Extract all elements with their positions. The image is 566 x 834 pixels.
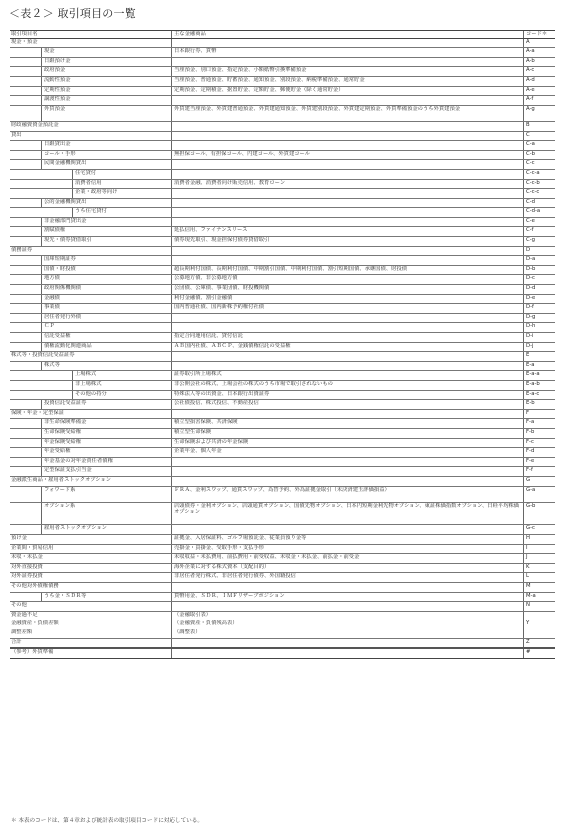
item-name: 国債・財投債 — [41, 266, 171, 275]
transaction-items-table — [10, 30, 555, 659]
table-row — [10, 86, 555, 96]
item-code: F-a — [523, 419, 555, 428]
item-code: E-a-c — [523, 391, 555, 400]
item-name: 企業間・貿易信用 — [11, 544, 54, 551]
product-list: 延払信用、ファイナンスリース — [171, 227, 523, 236]
item-code: A-f — [523, 96, 555, 105]
item-code: E — [523, 352, 555, 361]
table-row — [10, 217, 555, 227]
product-list: ＡＢ国内社債、ＡＢＣＰ、金銭債権信託の受益権 — [171, 343, 523, 352]
table-row — [10, 447, 555, 457]
item-name: 非上場株式 — [72, 381, 171, 390]
item-name: 資金過不足 — [11, 611, 38, 618]
product-list: 企業年金、個人年金 — [171, 448, 523, 457]
item-name: 金融資産・負債差額 — [11, 620, 59, 627]
item-name: 流動性預金 — [41, 77, 171, 86]
item-name: 保険・年金・定型保証 — [11, 409, 64, 416]
item-name: 住宅貸付 — [72, 170, 171, 179]
item-code: C-c — [523, 160, 555, 169]
product-list: 証拠金、入居保証料、ゴルフ場預託金、従業員預り金等 — [171, 535, 523, 544]
product-list — [171, 410, 523, 419]
item-code: E-a-b — [523, 381, 555, 390]
table-row — [10, 620, 555, 629]
product-list — [171, 583, 523, 592]
product-list: 非居住者発行株式、非居住者発行債券、外国籍投信 — [171, 573, 523, 582]
product-list — [171, 247, 523, 256]
item-name: 公的金融機関貸出 — [41, 199, 171, 208]
item-code: A-e — [523, 87, 555, 96]
table-row — [10, 399, 555, 409]
item-name: 投資信託受益証券 — [41, 400, 171, 409]
table-row — [10, 342, 555, 352]
product-list — [171, 314, 523, 323]
item-code: C — [523, 132, 555, 141]
table-row — [10, 274, 555, 284]
table-row — [10, 638, 555, 648]
product-list: 生命保険および共済の年金保険 — [171, 439, 523, 448]
item-code: A-d — [523, 77, 555, 86]
product-list: 公募地方債、非公募地方債 — [171, 275, 523, 284]
item-code: D-c — [523, 275, 555, 284]
item-name: 非金融部門貸出金 — [41, 218, 171, 227]
table-row — [10, 582, 555, 592]
item-code: N — [523, 602, 555, 611]
item-code: A-b — [523, 58, 555, 67]
header-item: 取引項目名 — [11, 31, 38, 37]
product-list — [171, 141, 523, 150]
table-row — [10, 226, 555, 236]
product-list — [171, 639, 523, 648]
item-code: K — [523, 564, 555, 573]
item-name: 貸出 — [11, 131, 22, 138]
item-code: C-e — [523, 218, 555, 227]
table-row — [10, 553, 555, 563]
item-code: C-c-b — [523, 180, 555, 189]
footnote: ＊ 本表のコードは、第４章および統計表の取引項目コードに対応している。 — [11, 818, 203, 824]
product-list — [171, 352, 523, 361]
table-row — [10, 39, 555, 48]
table-row — [10, 611, 555, 621]
item-code: C-c-a — [523, 170, 555, 179]
product-list: 消費者金融、消費者向け販売信用、教育ローン — [171, 180, 523, 189]
product-list — [171, 525, 523, 534]
table-row — [10, 629, 555, 638]
table-row — [10, 524, 555, 534]
table-row — [10, 105, 555, 121]
table-row — [10, 370, 555, 380]
item-code — [523, 612, 555, 621]
item-code: C-c-c — [523, 189, 555, 198]
table-row — [10, 294, 555, 304]
item-code: I — [523, 545, 555, 554]
product-list — [171, 362, 523, 371]
header-products: 主な金融商品 — [171, 31, 523, 38]
item-name: 日銀貸出金 — [41, 141, 171, 150]
table-row — [10, 169, 555, 179]
table-row — [10, 246, 555, 256]
item-name: 生命保険受給権 — [41, 429, 171, 438]
table-row — [10, 563, 555, 573]
item-name: 民間金融機関貸出 — [41, 160, 171, 169]
item-code: F-d — [523, 448, 555, 457]
product-list: 証券取引所上場株式 — [171, 371, 523, 380]
table-row — [10, 592, 555, 602]
item-name: 債務証券 — [11, 246, 33, 253]
product-list: （調整表） — [171, 629, 523, 638]
product-list — [171, 602, 523, 611]
product-list — [171, 122, 523, 131]
item-name: オプション系 — [41, 503, 171, 525]
item-name: 定型保証支払引当金 — [41, 467, 171, 476]
item-name: 現金 — [41, 48, 171, 57]
product-list: 指定合同運用信託、貸付信託 — [171, 333, 523, 342]
item-code: Z — [523, 639, 555, 648]
item-code: A-g — [523, 106, 555, 121]
table-row — [10, 457, 555, 467]
item-code: C-a — [523, 141, 555, 150]
table-row — [10, 284, 555, 294]
table-row — [10, 150, 555, 160]
table-row — [10, 534, 555, 544]
table-row — [10, 95, 555, 105]
item-code: H — [523, 535, 555, 544]
item-code: E-a-a — [523, 371, 555, 380]
table-row — [10, 313, 555, 323]
product-list: 日本銀行券、貨幣 — [171, 48, 523, 57]
item-name: 年金受給権 — [41, 448, 171, 457]
item-name: その他 — [11, 602, 27, 609]
item-code: C-f — [523, 227, 555, 236]
product-list: 非公開会社の株式、上場会社の株式のうち市場で取引されないもの — [171, 381, 523, 390]
table-row — [10, 66, 555, 76]
item-code: C-b — [523, 151, 555, 160]
table-row — [10, 418, 555, 428]
item-code: D-f — [523, 304, 555, 313]
item-code: F-b — [523, 429, 555, 438]
table-row — [10, 303, 555, 313]
item-code: # — [523, 649, 555, 658]
table-row — [10, 140, 555, 150]
item-name: 財政融資資金預託金 — [11, 121, 59, 128]
table-row — [10, 572, 555, 582]
item-name: 日銀預け金 — [41, 58, 171, 67]
item-code: M — [523, 583, 555, 592]
product-list: 積立型損害保険、共済保険 — [171, 419, 523, 428]
product-list: 売掛金・買掛金、受取手形・支払手形 — [171, 545, 523, 554]
header-code: コード＊ — [523, 31, 555, 38]
table-row — [10, 131, 555, 141]
item-name: 定期性預金 — [41, 87, 171, 96]
item-code: F — [523, 410, 555, 419]
item-name: 地方債 — [41, 275, 171, 284]
product-list — [171, 208, 523, 217]
product-list — [171, 39, 523, 48]
product-list — [171, 96, 523, 105]
item-code: M-a — [523, 593, 555, 602]
item-code: D-e — [523, 295, 555, 304]
item-code: C-g — [523, 237, 555, 246]
table-row — [10, 255, 555, 265]
item-name: 事業債 — [41, 304, 171, 313]
product-list: 債券現先取引、現金担保付債券貸借取引 — [171, 237, 523, 246]
item-name: 外貨預金 — [41, 106, 171, 121]
table-row — [10, 380, 555, 390]
table-row — [10, 236, 555, 246]
table-row — [10, 428, 555, 438]
item-name: 株式等 — [41, 362, 171, 371]
table-row — [10, 438, 555, 448]
table-row — [10, 121, 555, 131]
item-name: 消費者信用 — [72, 180, 171, 189]
item-code: E-a — [523, 362, 555, 371]
item-name: 金融債 — [41, 295, 171, 304]
item-name: 譲渡性預金 — [41, 96, 171, 105]
item-code: D-i — [523, 333, 555, 342]
item-code: A — [523, 39, 555, 48]
item-name: 現金・預金 — [11, 38, 38, 45]
item-name: 年金保険受給権 — [41, 439, 171, 448]
item-name: 信託受益権 — [41, 333, 171, 342]
item-name: フォワード系 — [41, 487, 171, 502]
product-list — [171, 58, 523, 67]
product-list: （金融取引表） — [171, 612, 523, 621]
item-name: 預け金 — [11, 535, 27, 542]
item-name: 金融派生商品・雇用者ストックオプション — [11, 476, 112, 483]
item-name: 現先・債券貸借取引 — [41, 237, 171, 246]
table-row — [10, 390, 555, 400]
item-code: G-c — [523, 525, 555, 534]
product-list: （金融資産・負債残高表） — [171, 620, 523, 629]
product-list — [171, 467, 523, 476]
product-list — [171, 170, 523, 179]
item-name: 国庫短期証券 — [41, 256, 171, 265]
item-name: 調整差額 — [11, 629, 33, 636]
table-row — [10, 322, 555, 332]
table-row — [10, 409, 555, 419]
table-row — [10, 486, 555, 502]
table-header — [10, 31, 555, 39]
item-name: 雇用者ストックオプション — [41, 525, 171, 534]
item-name: 株式等・投資信託受益証券 — [11, 352, 75, 359]
item-name: 債権流動化関連商品 — [41, 343, 171, 352]
product-list: 当座預金、別口預金、指定預金、小額紙幣引換準備預金 — [171, 67, 523, 76]
item-code: C-d-a — [523, 208, 555, 217]
table-row — [10, 76, 555, 86]
table-row — [10, 265, 555, 275]
product-list — [171, 649, 523, 658]
item-code: D-j — [523, 343, 555, 352]
item-name: うち住宅貸付 — [72, 208, 171, 217]
table-row — [10, 502, 555, 525]
item-name: 割賦債権 — [41, 227, 171, 236]
item-name: 政府預金 — [41, 67, 171, 76]
product-list: 積立型生命保険 — [171, 429, 523, 438]
item-code: D-a — [523, 256, 555, 265]
product-list: 無担保コール、有担保コール、円建コール、外貨建コール — [171, 151, 523, 160]
item-name: 非生命保険準備金 — [41, 419, 171, 428]
table-row — [10, 476, 555, 486]
table-row — [10, 466, 555, 476]
table-row — [10, 361, 555, 371]
item-name: （参考）外貨準備 — [11, 649, 54, 656]
table-row — [10, 647, 555, 658]
item-code: F-e — [523, 458, 555, 467]
item-name: 上場株式 — [72, 371, 171, 380]
product-list: 未収収益・未払費用、前払費用・前受収益、未収金・未払金、前払金・前受金 — [171, 554, 523, 563]
item-name: うち金・ＳＤＲ等 — [41, 593, 171, 602]
product-list — [171, 189, 523, 198]
product-list: 特殊法人等の出資金、日本銀行出資証券 — [171, 391, 523, 400]
item-name: 居住者発行外債 — [41, 314, 171, 323]
product-list: 貨幣用金、ＳＤＲ、ＩＭＦリザーブポジション — [171, 593, 523, 602]
page-title: ＜表２＞ 取引項目の一覧 — [9, 7, 136, 20]
product-list — [171, 218, 523, 227]
product-list — [171, 477, 523, 486]
item-code — [523, 629, 555, 638]
item-name: その他の持分 — [72, 391, 171, 400]
item-name: 企業・政府等向け — [72, 189, 171, 198]
item-name: 政府関係機関債 — [41, 285, 171, 294]
product-list — [171, 199, 523, 208]
item-code: E-b — [523, 400, 555, 409]
product-list — [171, 160, 523, 169]
item-code: G-b — [523, 503, 555, 525]
item-code: F-f — [523, 467, 555, 476]
item-code: D-h — [523, 323, 555, 332]
product-list: 公社債投信、株式投信、不動産投信 — [171, 400, 523, 409]
product-list: 当座預金、普通預金、貯蓄預金、通知預金、別段預金、納税準備預金、通常貯金 — [171, 77, 523, 86]
item-code: G — [523, 477, 555, 486]
table-row — [10, 188, 555, 198]
product-list — [171, 323, 523, 332]
item-name: コール・手形 — [41, 151, 171, 160]
item-code: D-g — [523, 314, 555, 323]
item-name: 未収・未払金 — [11, 554, 43, 561]
product-list: 定期預金、定期積金、据置貯金、定額貯金、郵便貯金（除く通常貯金） — [171, 87, 523, 96]
product-list: 国内普通社債、国内新株予約権付社債 — [171, 304, 523, 313]
item-name: 年金基金の対年金責任者債権 — [41, 458, 171, 467]
table-row — [10, 332, 555, 342]
item-name: 対外直接投資 — [11, 563, 43, 570]
product-list: 公団債、公庫債、事業団債、財投機関債 — [171, 285, 523, 294]
item-name: 対外証券投資 — [11, 573, 43, 580]
item-code: D-d — [523, 285, 555, 294]
table-row — [10, 207, 555, 217]
product-list: 海外企業に対する株式資本（支配目的） — [171, 564, 523, 573]
item-code: L — [523, 573, 555, 582]
item-code: D — [523, 247, 555, 256]
table-row — [10, 351, 555, 361]
item-code: Y — [523, 620, 555, 629]
item-name: 合計 — [11, 638, 22, 645]
item-code: J — [523, 554, 555, 563]
table-row — [10, 198, 555, 208]
item-name: ＣＰ — [41, 323, 171, 332]
product-list — [171, 132, 523, 141]
table-row — [10, 179, 555, 189]
item-code: D-b — [523, 266, 555, 275]
product-list: ＦＲＡ、金利スワップ、通貨スワップ、為替予約、外為証拠金取引（未決済建玉評価損益） — [171, 487, 523, 502]
item-code: A-a — [523, 48, 555, 57]
product-list: 超長期利付国債、長期利付国債、中期割引国債、中期利付国債、割引短期国債、承継国債、財投債 — [171, 266, 523, 275]
table-body — [10, 39, 555, 658]
table-row — [10, 544, 555, 554]
item-code: B — [523, 122, 555, 131]
table-row — [10, 601, 555, 611]
item-code: F-c — [523, 439, 555, 448]
product-list: 店頭債券・金利オプション、店頭通貨オプション、国債先物オプション、日本円短期金利先物オプション、東証株価指数オプション、日経平均株価オプション — [171, 503, 523, 525]
product-list: 利付金融債、割引金融債 — [171, 295, 523, 304]
item-code: A-c — [523, 67, 555, 76]
product-list — [171, 256, 523, 265]
table-row — [10, 159, 555, 169]
product-list — [171, 458, 523, 467]
table-row — [10, 47, 555, 57]
product-list: 外貨建当座預金、外貨建普通預金、外貨建通知預金、外貨建別段預金、外貨建定期預金、外貨準備預金のうち外貨建預金 — [171, 106, 523, 121]
item-name: その他対外債権債務 — [11, 583, 59, 590]
table-row — [10, 57, 555, 67]
item-code: G-a — [523, 487, 555, 502]
item-code: C-d — [523, 199, 555, 208]
